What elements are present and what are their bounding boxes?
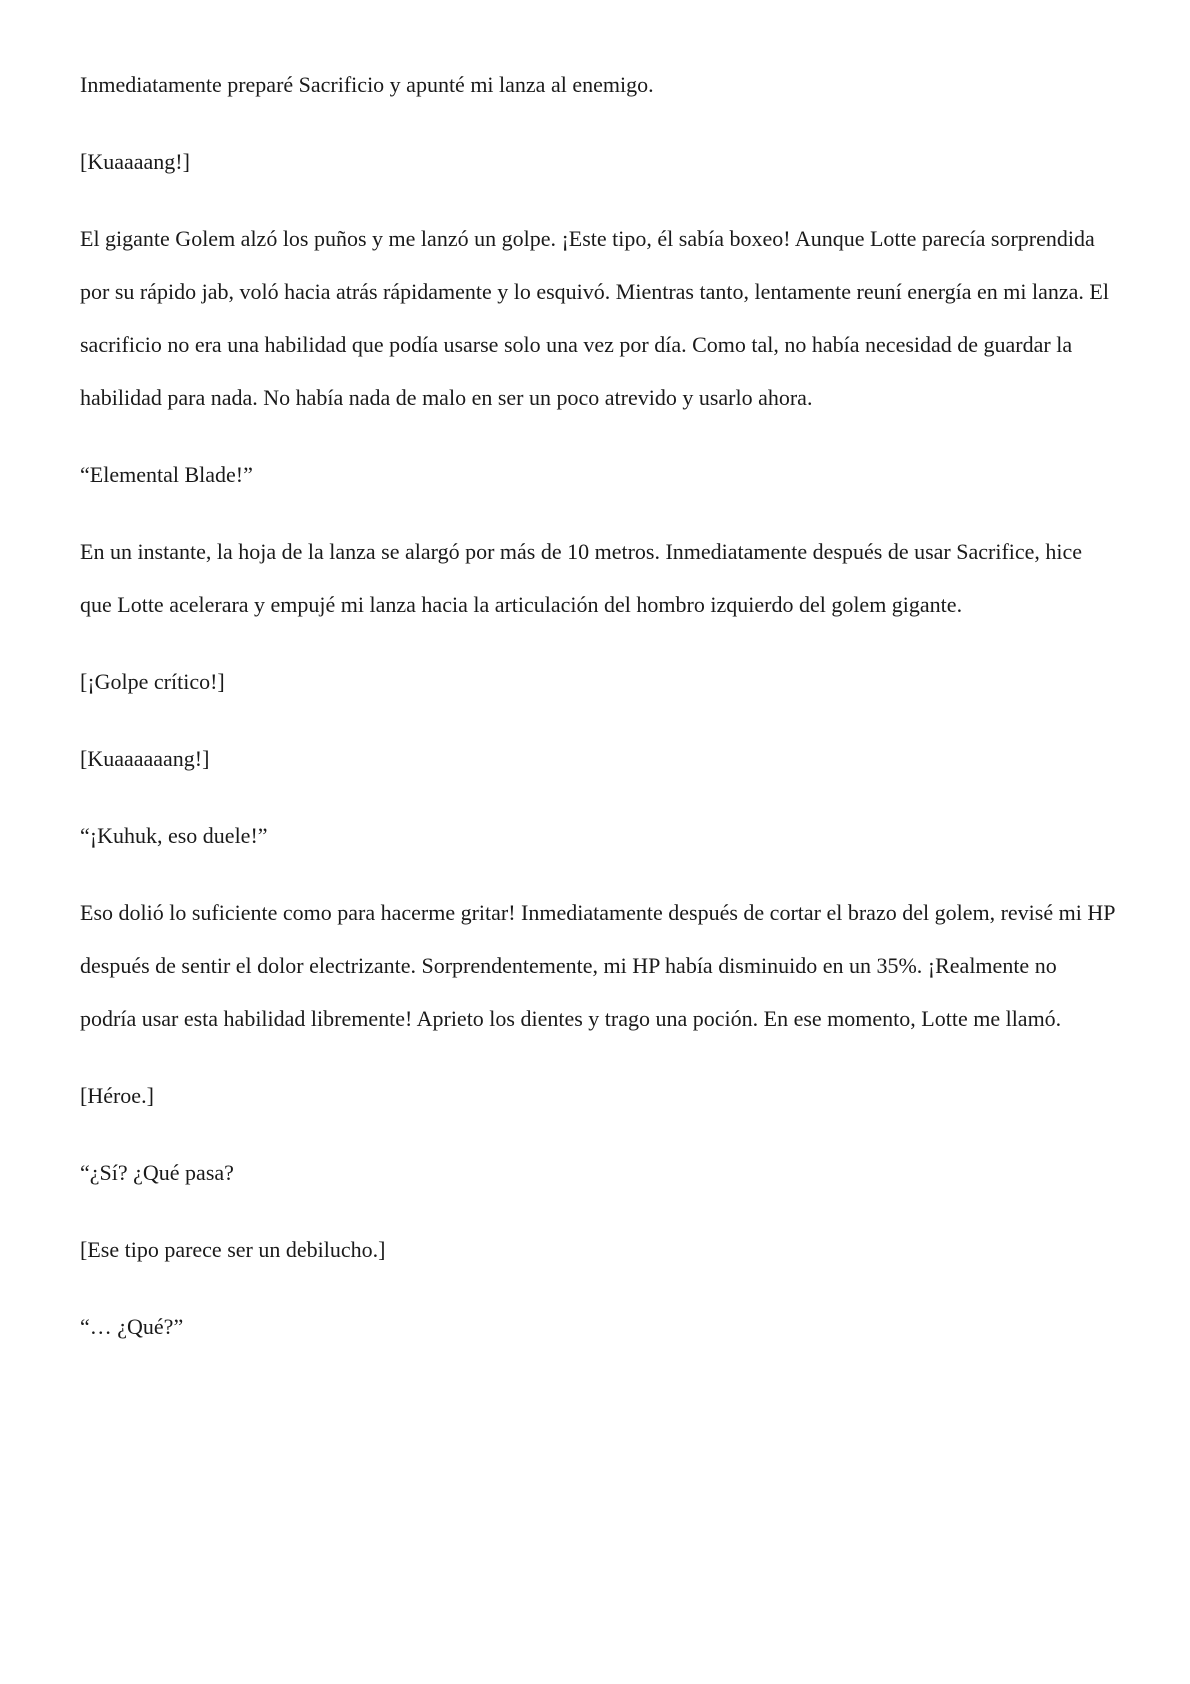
paragraph-13: “… ¿Qué?” bbox=[80, 1314, 184, 1339]
paragraph-4: “Elemental Blade!” bbox=[80, 462, 253, 487]
paragraph-2: [Kuaaaang!] bbox=[80, 149, 190, 174]
paragraph-12: [Ese tipo parece ser un debilucho.] bbox=[80, 1237, 386, 1262]
paragraph-6: [¡Golpe crítico!] bbox=[80, 669, 225, 694]
paragraph-10: [Héroe.] bbox=[80, 1083, 154, 1108]
paragraph-11: “¿Sí? ¿Qué pasa? bbox=[80, 1160, 234, 1185]
paragraph-3: El gigante Golem alzó los puños y me lanzó un golpe. ¡Este tipo, él sabía boxeo! Aunque Lotte parecía sorprendida por su rápido jab, voló hacia atrás rápidamente y lo esquivó. Mientras tanto, lentamente reuní energía en mi lanza. El sacrificio no era una habilidad que podía usarse solo una vez por día. Como tal, no había necesidad de guardar la habilidad para nada. No había nada de malo en ser un poco atrevido y usarlo ahora. bbox=[80, 226, 1109, 410]
paragraph-9: Eso dolió lo suficiente como para hacerme gritar! Inmediatamente después de cortar el brazo del golem, revisé mi HP después de sentir el dolor electrizante. Sorprendentemente, mi HP había disminuido en un 35%. ¡Realmente no podría usar esta habilidad libremente! Aprieto los dientes y trago una poción. En ese momento, Lotte me llamó. bbox=[80, 900, 1115, 1031]
paragraph-5: En un instante, la hoja de la lanza se alargó por más de 10 metros. Inmediatamente después de usar Sacrifice, hice que Lotte acelerara y empujé mi lanza hacia la articulación del hombro izquierdo del golem gigante. bbox=[80, 539, 1083, 617]
paragraph-1: Inmediatamente preparé Sacrificio y apunté mi lanza al enemigo. bbox=[80, 72, 654, 97]
paragraph-8: “¡Kuhuk, eso duele!” bbox=[80, 823, 268, 848]
paragraph-7: [Kuaaaaaang!] bbox=[80, 746, 210, 771]
document-body bbox=[80, 58, 1115, 1377]
